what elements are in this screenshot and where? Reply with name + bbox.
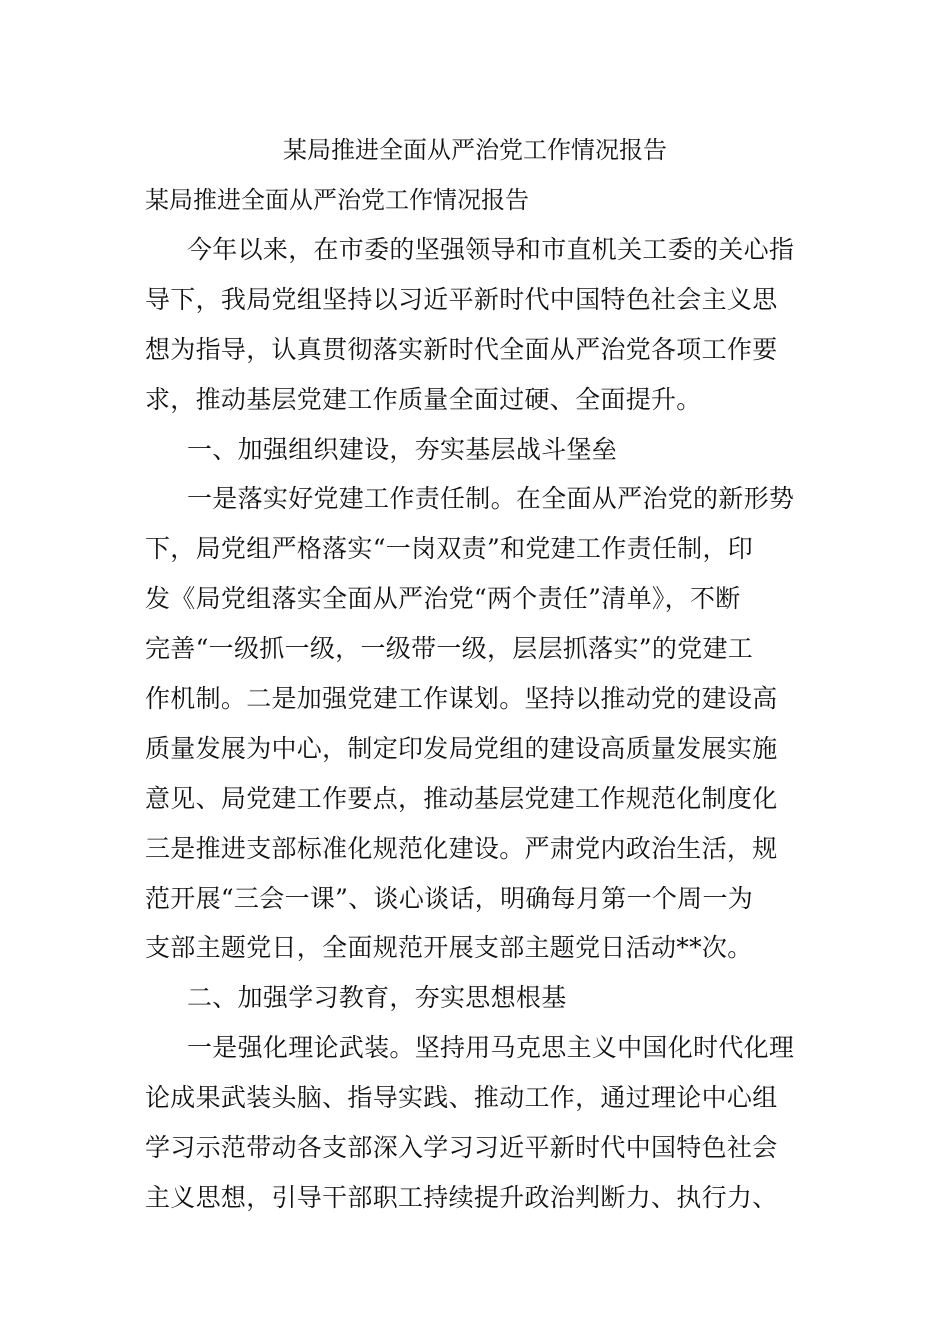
paragraph-line: 论成果武装头脑、指导实践、推动工作，通过理论中心组	[145, 1083, 778, 1113]
paragraph-line: 求，推动基层党建工作质量全面过硬、全面提升。	[145, 384, 702, 414]
document-body	[145, 232, 809, 1230]
paragraph-line: 学习示范带动各支部深入学习习近平新时代中国特色社会	[145, 1133, 778, 1163]
paragraph-line: 作机制。二是加强党建工作谋划。坚持以推动党的建设高	[145, 684, 778, 714]
paragraph-line: 意见、局党建工作要点，推动基层党建工作规范化制度化	[145, 783, 778, 813]
paragraph-line: 发《局党组落实全面从严治党“两个责任”清单》，不断	[145, 584, 741, 614]
paragraph-line: 下，局党组严格落实“一岗双责”和党建工作责任制，印	[145, 534, 754, 564]
paragraph-line: 导下，我局党组坚持以习近平新时代中国特色社会主义思	[145, 284, 778, 314]
paragraph-line: 一是强化理论武装。坚持用马克思主义中国化时代化理	[187, 1033, 795, 1063]
paragraph-line: 支部主题党日，全面规范开展支部主题党日活动**次。	[145, 933, 753, 963]
paragraph-line: 想为指导，认真贯彻落实新时代全面从严治党各项工作要	[145, 334, 778, 364]
section-heading-2: 二、加强学习教育，夯实思想根基	[187, 983, 567, 1013]
paragraph-line: 一是落实好党建工作责任制。在全面从严治党的新形势	[187, 484, 795, 514]
paragraph-line: 范开展“三会一课”、谈心谈话，明确每月第一个周一为	[145, 883, 754, 913]
document-title: 某局推进全面从严治党工作情况报告	[283, 136, 667, 164]
paragraph-line: 质量发展为中心，制定印发局党组的建设高质量发展实施	[145, 733, 778, 763]
paragraph-line: 主义思想，引导干部职工持续提升政治判断力、执行力、	[145, 1182, 778, 1212]
paragraph-line: 今年以来，在市委的坚强领导和市直机关工委的关心指	[187, 235, 795, 264]
paragraph-line: 三是推进支部标准化规范化建设。严肃党内政治生活，规	[145, 833, 778, 863]
section-heading-1: 一、加强组织建设，夯实基层战斗堡垒	[187, 434, 618, 464]
document-subtitle: 某局推进全面从严治党工作情况报告	[145, 186, 529, 214]
paragraph-line: 完善“一级抓一级，一级带一级，层层抓落实”的党建工	[145, 634, 754, 664]
